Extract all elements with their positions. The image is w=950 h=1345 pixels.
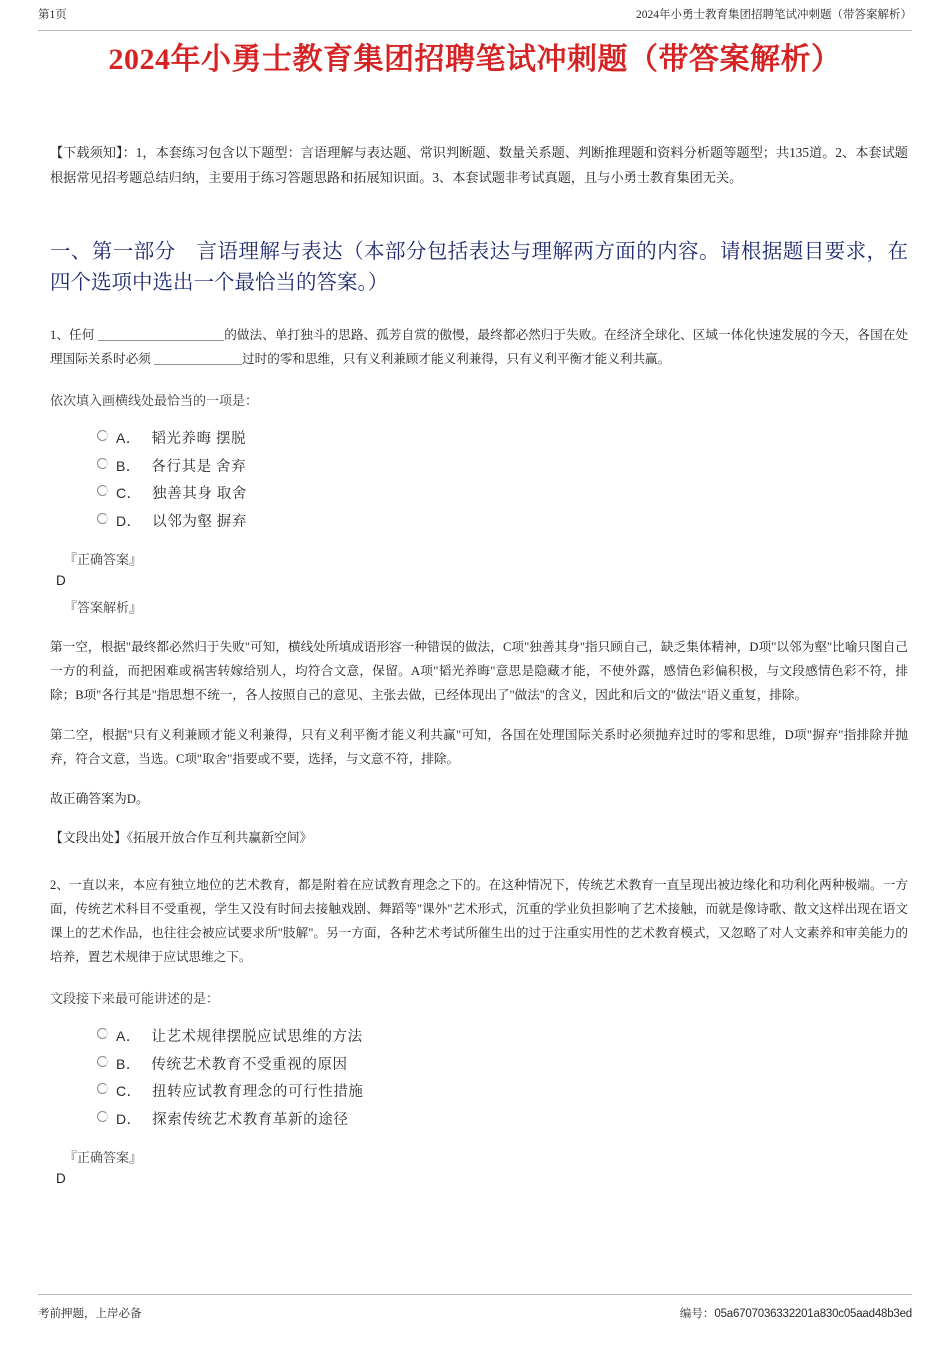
option-b[interactable] [97,1051,908,1079]
footer-slogan: 考前押题，上岸必备 [38,1308,142,1320]
option-text: 探索传统艺术教育革新的途径 [152,1111,349,1128]
radio-button-icon[interactable] [97,1083,108,1094]
page-number-label: 第1页 [38,9,67,21]
question-prompt: 依次填入画横线处最恰当的一项是： [50,393,259,408]
option-list [50,1023,908,1133]
option-c[interactable] [97,1078,908,1106]
option-text: 以邻为壑 摒弃 [152,513,247,530]
radio-button-icon[interactable] [97,513,108,524]
option-letter: C． [116,485,142,501]
question-block [50,323,908,849]
footer-code-label: 编号： [679,1308,715,1320]
download-notice: 【下载须知】：1，本套练习包含以下题型：言语理解与表达题、常识判断题、数量关系题、判断推理题和资料分析题等题型；共135道。2、本套试题根据常见招考题总结归纳，主要用于练习答题思路和拓展知识面。3、本套试题非考试真题，且与小勇士教育集团无关。 [50,145,908,185]
document-title: 2024年小勇士教育集团招聘笔试冲刺题（带答案解析） [108,43,842,76]
option-a[interactable] [97,425,908,453]
radio-button-icon[interactable] [97,430,108,441]
option-letter: A． [116,1028,141,1044]
analysis-paragraph-2: 第二空，根据"只有义利兼顾才能义利兼得，只有义利平衡才能义利共赢"可知，各国在处理国际关系时必须抛弃过时的零和思维，D项"摒弃"指排除并抛弃，符合文意，当选。C项"取舍"指要或不要，选择，与文意不符，排除。 [50,728,908,766]
section-heading-part-one: 一、第一部分 言语理解与表达（本部分包括表达与理解两方面的内容。请根据题目要求，在四个选项中选出一个最恰当的答案。） [50,241,908,294]
correct-answer-value: D [56,573,66,588]
footer-code-value: 05a6707036332201a830c05aad48b3ed [714,1308,912,1320]
radio-button-icon[interactable] [97,485,108,496]
option-d[interactable] [97,508,908,536]
option-c[interactable] [97,480,908,508]
option-d[interactable] [97,1106,908,1134]
footer-code [680,1305,912,1323]
page-footer [38,1294,912,1323]
correct-answer-label: 『正确答案』 [64,1150,143,1165]
passage-source: 【文段出处】《拓展开放合作互利共赢新空间》 [50,831,313,845]
analysis-conclusion: 故正确答案为D。 [50,792,149,806]
option-text: 各行其是 舍弃 [151,458,247,475]
question-prompt: 文段接下来最可能讲述的是： [50,991,220,1006]
question-stem: 2、一直以来，本应有独立地位的艺术教育，都是附着在应试教育理念之下的。在这种情况下，传统艺术教育一直呈现出被边缘化和功利化两种极端。一方面，传统艺术科目不受重视，学生又没有时间去接触戏剧、舞蹈等"课外"艺术形式，沉重的学业负担影响了艺术接触，而就是像诗歌、散文这样出现在语文课上的艺术作品，也往往会被应试要求所"肢解"。另一方面，各种艺术考试所催生出的过于注重实用性的艺术教育模式，又忽略了对人文素养和审美能力的培养，置艺术规律于应试思维之下。 [50,878,908,964]
radio-button-icon[interactable] [97,1056,108,1067]
option-letter: D． [116,512,142,529]
option-letter: A． [116,430,141,446]
question-block [50,873,908,1188]
option-text: 独善其身 取舍 [152,486,247,502]
radio-button-icon[interactable] [97,1111,108,1122]
option-b[interactable] [97,453,908,481]
question-stem: 1、任何 ＿＿＿＿＿＿＿＿＿＿的做法、单打独斗的思路、孤芳自赏的傲慢，最终都必然归于失败。在经济全球化、区域一体化快速发展的今天，各国在处理国际关系时必须 ＿＿＿＿＿＿＿过时的零和思维，只有义利兼顾才能义利兼得，只有义利平衡才能义利共赢。 [50,328,908,366]
radio-button-icon[interactable] [97,458,108,469]
analysis-label: 『答案解析』 [64,600,143,615]
option-text: 让艺术规律摆脱应试思维的方法 [151,1029,363,1045]
option-letter: B． [116,1055,141,1072]
radio-button-icon[interactable] [97,1028,108,1039]
option-letter: C． [116,1083,142,1099]
option-text: 传统艺术教育不受重视的原因 [151,1056,348,1073]
option-list [50,425,908,535]
option-text: 扭转应试教育理念的可行性措施 [152,1084,364,1100]
option-letter: B． [116,457,141,474]
option-a[interactable] [97,1023,908,1051]
option-letter: D． [116,1110,142,1127]
option-text: 韬光养晦 摆脱 [151,431,247,447]
running-title: 2024年小勇士教育集团招聘笔试冲刺题（带答案解析） [636,9,912,21]
page-header [38,8,912,31]
document-body [50,140,908,1188]
correct-answer-label: 『正确答案』 [64,552,143,567]
analysis-paragraph-1: 第一空，根据"最终都必然归于失败"可知，横线处所填成语形容一种错误的做法，C项"独善其身"指只顾自己，缺乏集体精神，D项"以邻为壑"比喻只图自己一方的利益，而把困难或祸害转嫁给别人，均符合文意，保留。A项"韬光养晦"意思是隐藏才能，不使外露，感情色彩偏积极，与文段感情色彩不符，排除；B项"各行其是"指思想不统一，各人按照自己的意见、主张去做，已经体现出了"做法"的含义，因此和后文的"做法"语义重复，排除。 [50,640,908,702]
correct-answer-value: D [56,1171,66,1186]
